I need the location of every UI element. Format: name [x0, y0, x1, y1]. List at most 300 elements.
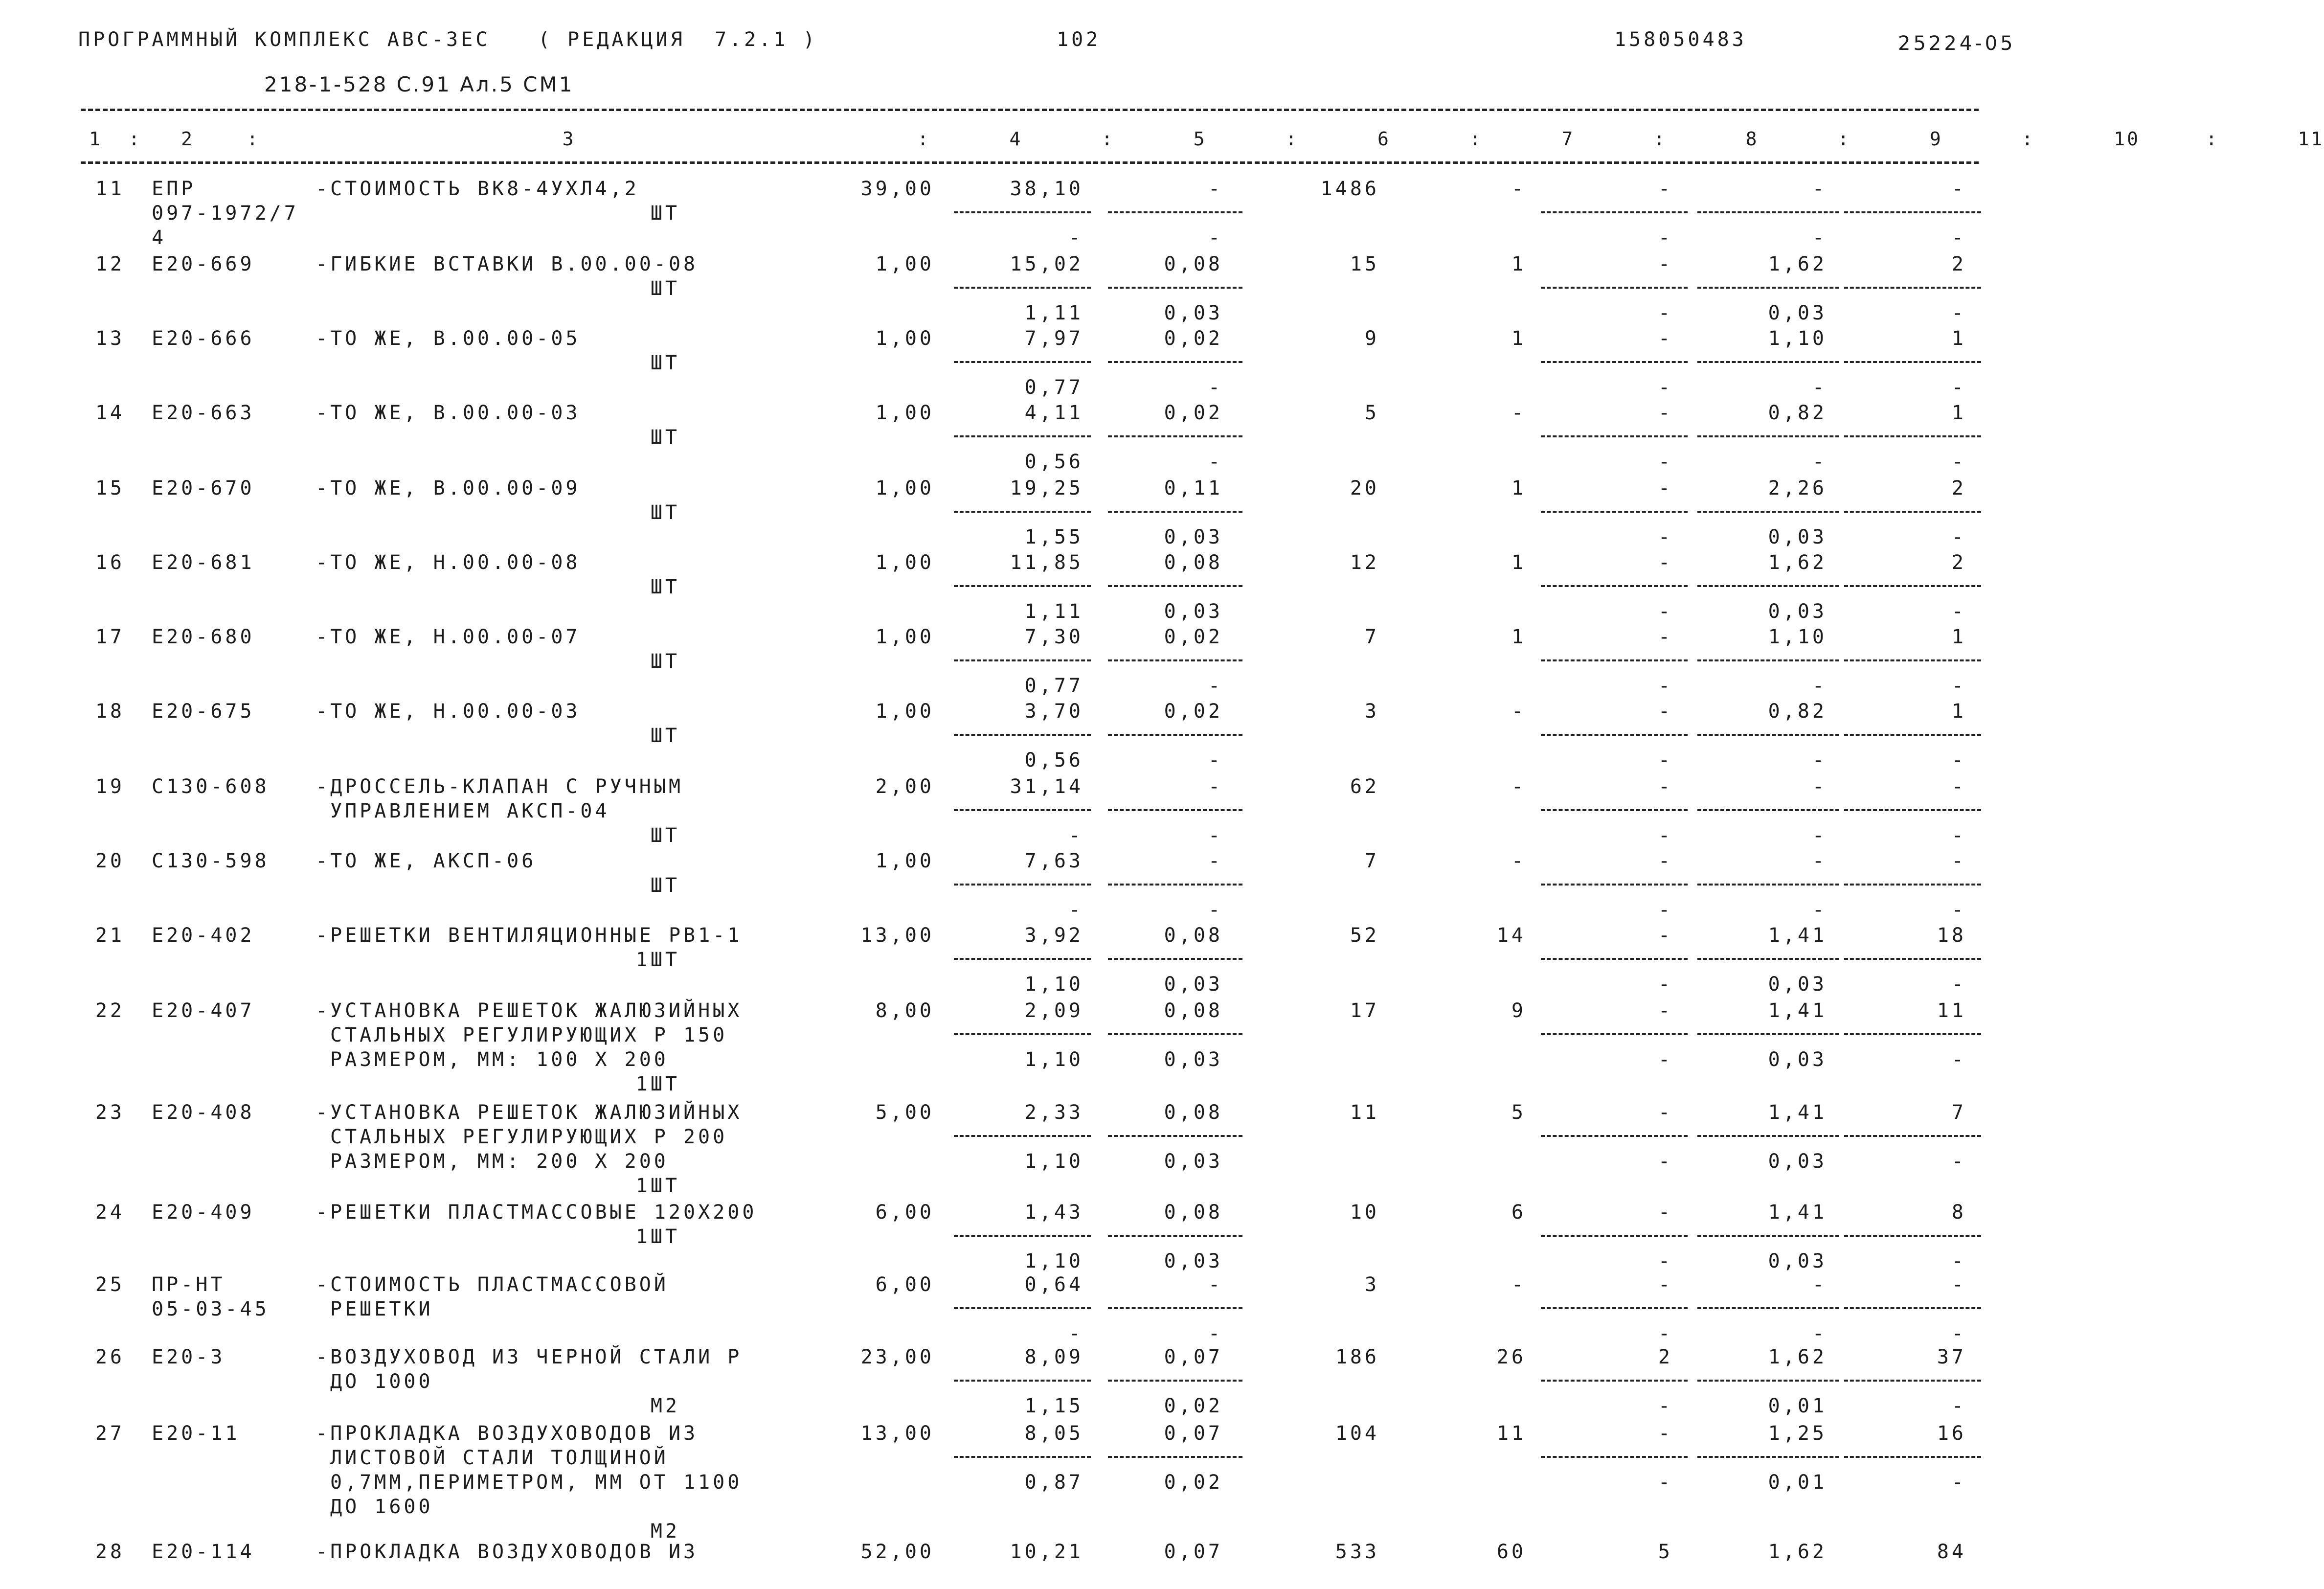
- cell-separator: [1541, 511, 1688, 513]
- cell-c7: 7: [1364, 626, 1379, 648]
- row-description: -ТО ЖЕ, В.00.00-05: [316, 327, 581, 350]
- cell-c10b: -: [1812, 899, 1827, 921]
- cell-c8: 1: [1511, 477, 1526, 499]
- edition-label: ( РЕДАКЦИЯ 7.2.1 ): [538, 28, 818, 51]
- cell-c6: 0,07: [1164, 1422, 1223, 1445]
- row-code: Е20-402: [152, 924, 255, 947]
- cell-c9: -: [1658, 1273, 1673, 1296]
- cell-separator: [954, 211, 1091, 213]
- cell-c8: 5: [1511, 1101, 1526, 1124]
- cell-c10: 1,62: [1768, 1541, 1827, 1563]
- row-number: 14: [95, 402, 125, 424]
- cell-c10b: -: [1812, 227, 1827, 249]
- cell-c10: 0,82: [1768, 700, 1827, 723]
- cell-c6: 0,08: [1164, 551, 1223, 574]
- row-unit: ШТ: [650, 277, 680, 300]
- cell-c9: -: [1658, 178, 1673, 200]
- cell-separator: [1108, 211, 1242, 213]
- cell-c10b: 0,03: [1768, 526, 1827, 548]
- cell-c9b: -: [1658, 302, 1673, 324]
- cell-separator: [1108, 435, 1242, 437]
- cell-c10b: 0,03: [1768, 1150, 1827, 1173]
- row-unit: М2: [650, 1395, 680, 1417]
- cell-c5b: 0,87: [1024, 1471, 1083, 1494]
- cell-c5: 7,63: [1024, 850, 1083, 872]
- cell-c9: -: [1658, 477, 1673, 499]
- cell-separator: [1844, 958, 1981, 960]
- row-description: -ТО ЖЕ, В.00.00-03: [316, 402, 581, 424]
- document-number: 158050483: [1614, 28, 1747, 51]
- row-description: -УСТАНОВКА РЕШЕТОК ЖАЛЮЗИЙНЫХ: [316, 999, 743, 1022]
- cell-separator: [1844, 361, 1981, 363]
- cell-c8: -: [1511, 1273, 1526, 1296]
- row-description: -РЕШЕТКИ ВЕНТИЛЯЦИОННЫЕ РВ1-1: [316, 924, 743, 947]
- row-code: Е20-681: [152, 551, 255, 574]
- cell-separator: [1697, 1456, 1839, 1458]
- cell-separator: [1697, 884, 1839, 885]
- cell-c5: 10,21: [1010, 1541, 1083, 1563]
- cell-c9b: -: [1658, 1048, 1673, 1071]
- cell-separator: [1541, 1135, 1688, 1137]
- cell-c6b: -: [1208, 899, 1223, 921]
- cell-separator: [954, 1456, 1091, 1458]
- row-code: 097-1972/7: [152, 202, 299, 225]
- cell-c5: 1,43: [1024, 1201, 1083, 1224]
- cell-c5b: -: [1068, 824, 1083, 847]
- cell-separator: [1697, 1033, 1839, 1035]
- cell-c6b: 0,02: [1164, 1395, 1223, 1417]
- cell-c6: -: [1208, 775, 1223, 798]
- cell-c6: -: [1208, 178, 1223, 200]
- cell-c9b: -: [1658, 1395, 1673, 1417]
- row-description: -РЕШЕТКИ ПЛАСТМАССОВЫЕ 120Х200: [316, 1201, 757, 1224]
- cell-c9: -: [1658, 402, 1673, 424]
- cell-c11: 1: [1951, 626, 1966, 648]
- cell-c6b: -: [1208, 451, 1223, 473]
- cell-c10: 1,10: [1768, 327, 1827, 350]
- row-code: Е20-663: [152, 402, 255, 424]
- cell-c9b: -: [1658, 526, 1673, 548]
- row-code: С130-598: [152, 850, 270, 872]
- row-unit: 1ШТ: [635, 1073, 680, 1095]
- row-description: -ТО ЖЕ, Н.00.00-07: [316, 626, 581, 648]
- row-code: ЕПР: [152, 178, 196, 200]
- cell-c10: 1,62: [1768, 1346, 1827, 1368]
- cell-c9b: -: [1658, 1471, 1673, 1494]
- cell-c9b: -: [1658, 451, 1673, 473]
- cell-c11: 18: [1937, 924, 1966, 947]
- row-code: ПР-НТ: [152, 1273, 226, 1296]
- cell-c7: 11: [1350, 1101, 1379, 1124]
- program-title: ПРОГРАММНЫЙ КОМПЛЕКС АВС-3ЕС: [78, 28, 491, 51]
- cell-c9: -: [1658, 1101, 1673, 1124]
- cell-c11b: -: [1951, 227, 1966, 249]
- cell-c5b: -: [1068, 1322, 1083, 1345]
- cell-c10: 1,10: [1768, 626, 1827, 648]
- cell-c7: 62: [1350, 775, 1379, 798]
- cell-c10b: 0,03: [1768, 1048, 1827, 1071]
- cell-c11b: -: [1951, 1322, 1966, 1345]
- cell-c5b: 0,77: [1024, 675, 1083, 697]
- row-description: СТАЛЬНЫХ РЕГУЛИРУЮЩИХ Р 200: [330, 1126, 728, 1148]
- cell-c10: 1,62: [1768, 551, 1827, 574]
- cell-c5: 2,33: [1024, 1101, 1083, 1124]
- cell-c11: 1: [1951, 327, 1966, 350]
- row-unit: ШТ: [650, 650, 680, 673]
- cell-c9: -: [1658, 999, 1673, 1022]
- cell-separator: [1844, 659, 1981, 661]
- row-number: 15: [95, 477, 125, 499]
- row-description: -ПРОКЛАДКА ВОЗДУХОВОДОВ ИЗ: [316, 1422, 699, 1445]
- cell-separator: [1108, 585, 1242, 587]
- row-number: 20: [95, 850, 125, 872]
- cell-separator: [954, 435, 1091, 437]
- cell-separator: [1541, 884, 1688, 885]
- cell-c4: 1,00: [875, 700, 934, 723]
- cell-c11: 84: [1937, 1541, 1966, 1563]
- row-code: Е20-407: [152, 999, 255, 1022]
- cell-c9b: -: [1658, 1150, 1673, 1173]
- cell-c6b: 0,03: [1164, 302, 1223, 324]
- cell-separator: [954, 1307, 1091, 1309]
- row-number: 11: [95, 178, 125, 200]
- cell-c7: 1486: [1320, 178, 1379, 200]
- cell-c9b: -: [1658, 824, 1673, 847]
- cell-c6b: -: [1208, 749, 1223, 772]
- row-description: -УСТАНОВКА РЕШЕТОК ЖАЛЮЗИЙНЫХ: [316, 1101, 743, 1124]
- cell-c9: -: [1658, 924, 1673, 947]
- document-subtitle: 218-1-528 С.91 Ал.5 СМ1: [264, 72, 574, 96]
- cell-separator: [1541, 958, 1688, 960]
- row-description: -СТОИМОСТЬ ПЛАСТМАССОВОЙ: [316, 1273, 669, 1296]
- cell-c9b: -: [1658, 600, 1673, 623]
- cell-c6b: -: [1208, 1322, 1223, 1345]
- row-code: Е20-114: [152, 1541, 255, 1563]
- row-number: 12: [95, 253, 125, 275]
- cell-c6: 0,02: [1164, 626, 1223, 648]
- cell-c9: -: [1658, 850, 1673, 872]
- cell-c6b: -: [1208, 376, 1223, 399]
- page-number: 102: [1057, 28, 1101, 51]
- cell-c4: 1,00: [875, 626, 934, 648]
- cell-c5b: 1,10: [1024, 1048, 1083, 1071]
- cell-separator: [1844, 734, 1981, 736]
- cell-c8: 11: [1496, 1422, 1526, 1445]
- cell-separator: [1844, 211, 1981, 213]
- row-number: 24: [95, 1201, 125, 1224]
- cell-c7: 186: [1335, 1346, 1379, 1368]
- cell-separator: [1108, 1135, 1242, 1137]
- row-unit: ШТ: [650, 874, 680, 897]
- cell-c10b: -: [1812, 451, 1827, 473]
- cell-separator: [1108, 659, 1242, 661]
- cell-separator: [1108, 511, 1242, 513]
- cell-separator: [1108, 734, 1242, 736]
- cell-separator: [954, 361, 1091, 363]
- cell-c9: -: [1658, 1201, 1673, 1224]
- cell-c11b: -: [1951, 1395, 1966, 1417]
- cell-c5: 11,85: [1010, 551, 1083, 574]
- cell-c11b: -: [1951, 302, 1966, 324]
- cell-separator: [1108, 1380, 1242, 1382]
- cell-c8: -: [1511, 178, 1526, 200]
- cell-separator: [1844, 287, 1981, 289]
- cell-separator: [1844, 1380, 1981, 1382]
- cell-c10b: -: [1812, 376, 1827, 399]
- cell-c6b: 0,03: [1164, 600, 1223, 623]
- cell-separator: [1541, 1235, 1688, 1237]
- cell-c6b: 0,02: [1164, 1471, 1223, 1494]
- cell-separator: [954, 1235, 1091, 1237]
- cell-c9: -: [1658, 626, 1673, 648]
- document-code: 25224-05: [1898, 32, 2016, 55]
- cell-separator: [1844, 1235, 1981, 1237]
- cell-c4: 39,00: [860, 178, 934, 200]
- cell-c10: -: [1812, 1273, 1827, 1296]
- cell-c8: 26: [1496, 1346, 1526, 1368]
- row-code: Е20-680: [152, 626, 255, 648]
- cell-c8: 1: [1511, 551, 1526, 574]
- cell-c11b: -: [1951, 1471, 1966, 1494]
- cell-c9: -: [1658, 253, 1673, 275]
- cell-c11: 11: [1937, 999, 1966, 1022]
- cell-separator: [1541, 361, 1688, 363]
- row-unit: ШТ: [650, 576, 680, 598]
- cell-c6: -: [1208, 850, 1223, 872]
- cell-separator: [954, 734, 1091, 736]
- cell-c11: 7: [1951, 1101, 1966, 1124]
- cell-separator: [954, 585, 1091, 587]
- cell-c6: 0,08: [1164, 999, 1223, 1022]
- cell-c5: 3,92: [1024, 924, 1083, 947]
- cell-separator: [1697, 361, 1839, 363]
- cell-separator: [954, 287, 1091, 289]
- cell-c6: 0,08: [1164, 253, 1223, 275]
- cell-c11: 8: [1951, 1201, 1966, 1224]
- cell-c6: 0,08: [1164, 1101, 1223, 1124]
- cell-c6: 0,08: [1164, 924, 1223, 947]
- row-number: 17: [95, 626, 125, 648]
- cell-c5: 8,05: [1024, 1422, 1083, 1445]
- cell-c5b: 1,10: [1024, 1250, 1083, 1272]
- cell-c8: 1: [1511, 253, 1526, 275]
- cell-c8: 6: [1511, 1201, 1526, 1224]
- cell-c6: 0,07: [1164, 1541, 1223, 1563]
- cell-c10: 1,25: [1768, 1422, 1827, 1445]
- cell-c6: 0,08: [1164, 1201, 1223, 1224]
- cell-c11b: -: [1951, 749, 1966, 772]
- cell-c11: -: [1951, 178, 1966, 200]
- cell-separator: [1541, 809, 1688, 811]
- cell-c11: -: [1951, 850, 1966, 872]
- row-unit: 1ШТ: [635, 1226, 680, 1248]
- row-unit: 1ШТ: [635, 949, 680, 971]
- cell-c11b: -: [1951, 376, 1966, 399]
- cell-c4: 52,00: [860, 1541, 934, 1563]
- cell-separator: [1541, 211, 1688, 213]
- row-unit: ШТ: [650, 824, 680, 847]
- cell-c4: 1,00: [875, 327, 934, 350]
- row-description: -ВОЗДУХОВОД ИЗ ЧЕРНОЙ СТАЛИ Р: [316, 1346, 743, 1368]
- row-description: -ПРОКЛАДКА ВОЗДУХОВОДОВ ИЗ: [316, 1541, 699, 1563]
- cell-c10b: 0,03: [1768, 973, 1827, 996]
- row-description: ДО 1000: [330, 1370, 433, 1393]
- cell-c4: 1,00: [875, 551, 934, 574]
- cell-c9b: -: [1658, 376, 1673, 399]
- cell-c5: 7,97: [1024, 327, 1083, 350]
- cell-c5b: 1,11: [1024, 302, 1083, 324]
- cell-c11b: -: [1951, 675, 1966, 697]
- cell-separator: [1697, 1380, 1839, 1382]
- cell-c5: 19,25: [1010, 477, 1083, 499]
- cell-c4: 1,00: [875, 850, 934, 872]
- cell-c5: 8,09: [1024, 1346, 1083, 1368]
- cell-separator: [1541, 1380, 1688, 1382]
- cell-separator: [1541, 585, 1688, 587]
- row-description: -ТО ЖЕ, В.00.00-09: [316, 477, 581, 499]
- cell-c5b: 1,55: [1024, 526, 1083, 548]
- cell-c7: 52: [1350, 924, 1379, 947]
- cell-c6b: -: [1208, 227, 1223, 249]
- cell-separator: [1697, 435, 1839, 437]
- cell-separator: [1697, 1235, 1839, 1237]
- cell-c9b: -: [1658, 1322, 1673, 1345]
- cell-c10b: -: [1812, 675, 1827, 697]
- cell-c10: -: [1812, 850, 1827, 872]
- cell-c4: 2,00: [875, 775, 934, 798]
- cell-c9b: -: [1658, 227, 1673, 249]
- cell-separator: [1697, 734, 1839, 736]
- cell-c7: 5: [1364, 402, 1379, 424]
- cell-c11: 2: [1951, 477, 1966, 499]
- cell-c11: 1: [1951, 402, 1966, 424]
- cell-c11b: -: [1951, 824, 1966, 847]
- cell-c4: 1,00: [875, 402, 934, 424]
- cell-separator: [1541, 1456, 1688, 1458]
- cell-c4: 1,00: [875, 253, 934, 275]
- cell-separator: [1844, 1456, 1981, 1458]
- cell-c8: -: [1511, 402, 1526, 424]
- cell-c5: 7,30: [1024, 626, 1083, 648]
- cell-separator: [1697, 958, 1839, 960]
- cell-separator: [1108, 287, 1242, 289]
- cell-c4: 5,00: [875, 1101, 934, 1124]
- row-code: Е20-666: [152, 327, 255, 350]
- cell-separator: [954, 1380, 1091, 1382]
- cell-c11: -: [1951, 1273, 1966, 1296]
- cell-c9: -: [1658, 700, 1673, 723]
- row-number: 28: [95, 1541, 125, 1563]
- cell-c7: 12: [1350, 551, 1379, 574]
- row-code: Е20-675: [152, 700, 255, 723]
- cell-separator: [1108, 1235, 1242, 1237]
- cell-c6: 0,02: [1164, 327, 1223, 350]
- cell-separator: [954, 884, 1091, 885]
- row-number: 18: [95, 700, 125, 723]
- row-unit: ШТ: [650, 352, 680, 374]
- cell-c10b: 0,01: [1768, 1395, 1827, 1417]
- row-number: 13: [95, 327, 125, 350]
- cell-c4: 23,00: [860, 1346, 934, 1368]
- cell-c11: 2: [1951, 253, 1966, 275]
- row-number: 22: [95, 999, 125, 1022]
- cell-c5: 38,10: [1010, 178, 1083, 200]
- cell-c5b: 1,10: [1024, 973, 1083, 996]
- cell-c10: 0,82: [1768, 402, 1827, 424]
- row-code: Е20-11: [152, 1422, 240, 1445]
- row-description: РАЗМЕРОМ, ММ: 100 Х 200: [330, 1048, 669, 1071]
- cell-c7: 17: [1350, 999, 1379, 1022]
- cell-c8: 1: [1511, 327, 1526, 350]
- cell-c6b: -: [1208, 675, 1223, 697]
- cell-c5b: 0,56: [1024, 749, 1083, 772]
- cell-separator: [1108, 809, 1242, 811]
- row-description: -ТО ЖЕ, АКСП-06: [316, 850, 537, 872]
- cell-c5: 31,14: [1010, 775, 1083, 798]
- cell-c10b: 0,03: [1768, 302, 1827, 324]
- row-code: Е20-670: [152, 477, 255, 499]
- cell-c9b: -: [1658, 973, 1673, 996]
- cell-separator: [954, 1033, 1091, 1035]
- cell-c8: -: [1511, 775, 1526, 798]
- cell-c8: 1: [1511, 626, 1526, 648]
- cell-separator: [1108, 1033, 1242, 1035]
- cell-c4: 6,00: [875, 1273, 934, 1296]
- cell-c6: 0,11: [1164, 477, 1223, 499]
- cell-c4: 1,00: [875, 477, 934, 499]
- cell-c9: 2: [1658, 1346, 1673, 1368]
- row-description: -ДРОССЕЛЬ-КЛАПАН С РУЧНЫМ: [316, 775, 684, 798]
- cell-c10b: 0,03: [1768, 1250, 1827, 1272]
- cell-c9: -: [1658, 551, 1673, 574]
- cell-c7: 9: [1364, 327, 1379, 350]
- cell-separator: [954, 958, 1091, 960]
- cell-c10: 1,62: [1768, 253, 1827, 275]
- cell-c10: -: [1812, 775, 1827, 798]
- cell-c11b: -: [1951, 973, 1966, 996]
- row-number: 16: [95, 551, 125, 574]
- cell-c5b: 1,15: [1024, 1395, 1083, 1417]
- cell-c11b: -: [1951, 1250, 1966, 1272]
- cell-separator: [1844, 1033, 1981, 1035]
- cell-c10: 1,41: [1768, 924, 1827, 947]
- row-description: 0,7ММ,ПЕРИМЕТРОМ, ММ ОТ 1100: [330, 1471, 743, 1494]
- row-unit: ШТ: [650, 426, 680, 449]
- cell-separator: [1541, 1033, 1688, 1035]
- cell-separator: [1844, 511, 1981, 513]
- row-description: -СТОИМОСТЬ ВК8-4УХЛ4,2: [316, 178, 639, 200]
- cell-c9: -: [1658, 1422, 1673, 1445]
- cell-separator: [1108, 1456, 1242, 1458]
- cell-separator: [1844, 585, 1981, 587]
- row-code: Е20-669: [152, 253, 255, 275]
- cell-c11b: -: [1951, 600, 1966, 623]
- cell-separator: [1541, 1307, 1688, 1309]
- cell-c9b: -: [1658, 899, 1673, 921]
- row-number: 27: [95, 1422, 125, 1445]
- cell-separator: [1697, 1307, 1839, 1309]
- cell-c11b: -: [1951, 899, 1966, 921]
- cell-c11: 37: [1937, 1346, 1966, 1368]
- cell-c7: 104: [1335, 1422, 1379, 1445]
- cell-c11b: -: [1951, 526, 1966, 548]
- row-description: РАЗМЕРОМ, ММ: 200 Х 200: [330, 1150, 669, 1173]
- cell-c9: 5: [1658, 1541, 1673, 1563]
- column-header: 1 : 2 : 3 : 4 : 5 : 6 : 7 : 8 : 9 : 10 : 11: [89, 128, 2324, 150]
- cell-c6: 0,07: [1164, 1346, 1223, 1368]
- cell-separator: [1108, 884, 1242, 885]
- cell-c5b: -: [1068, 227, 1083, 249]
